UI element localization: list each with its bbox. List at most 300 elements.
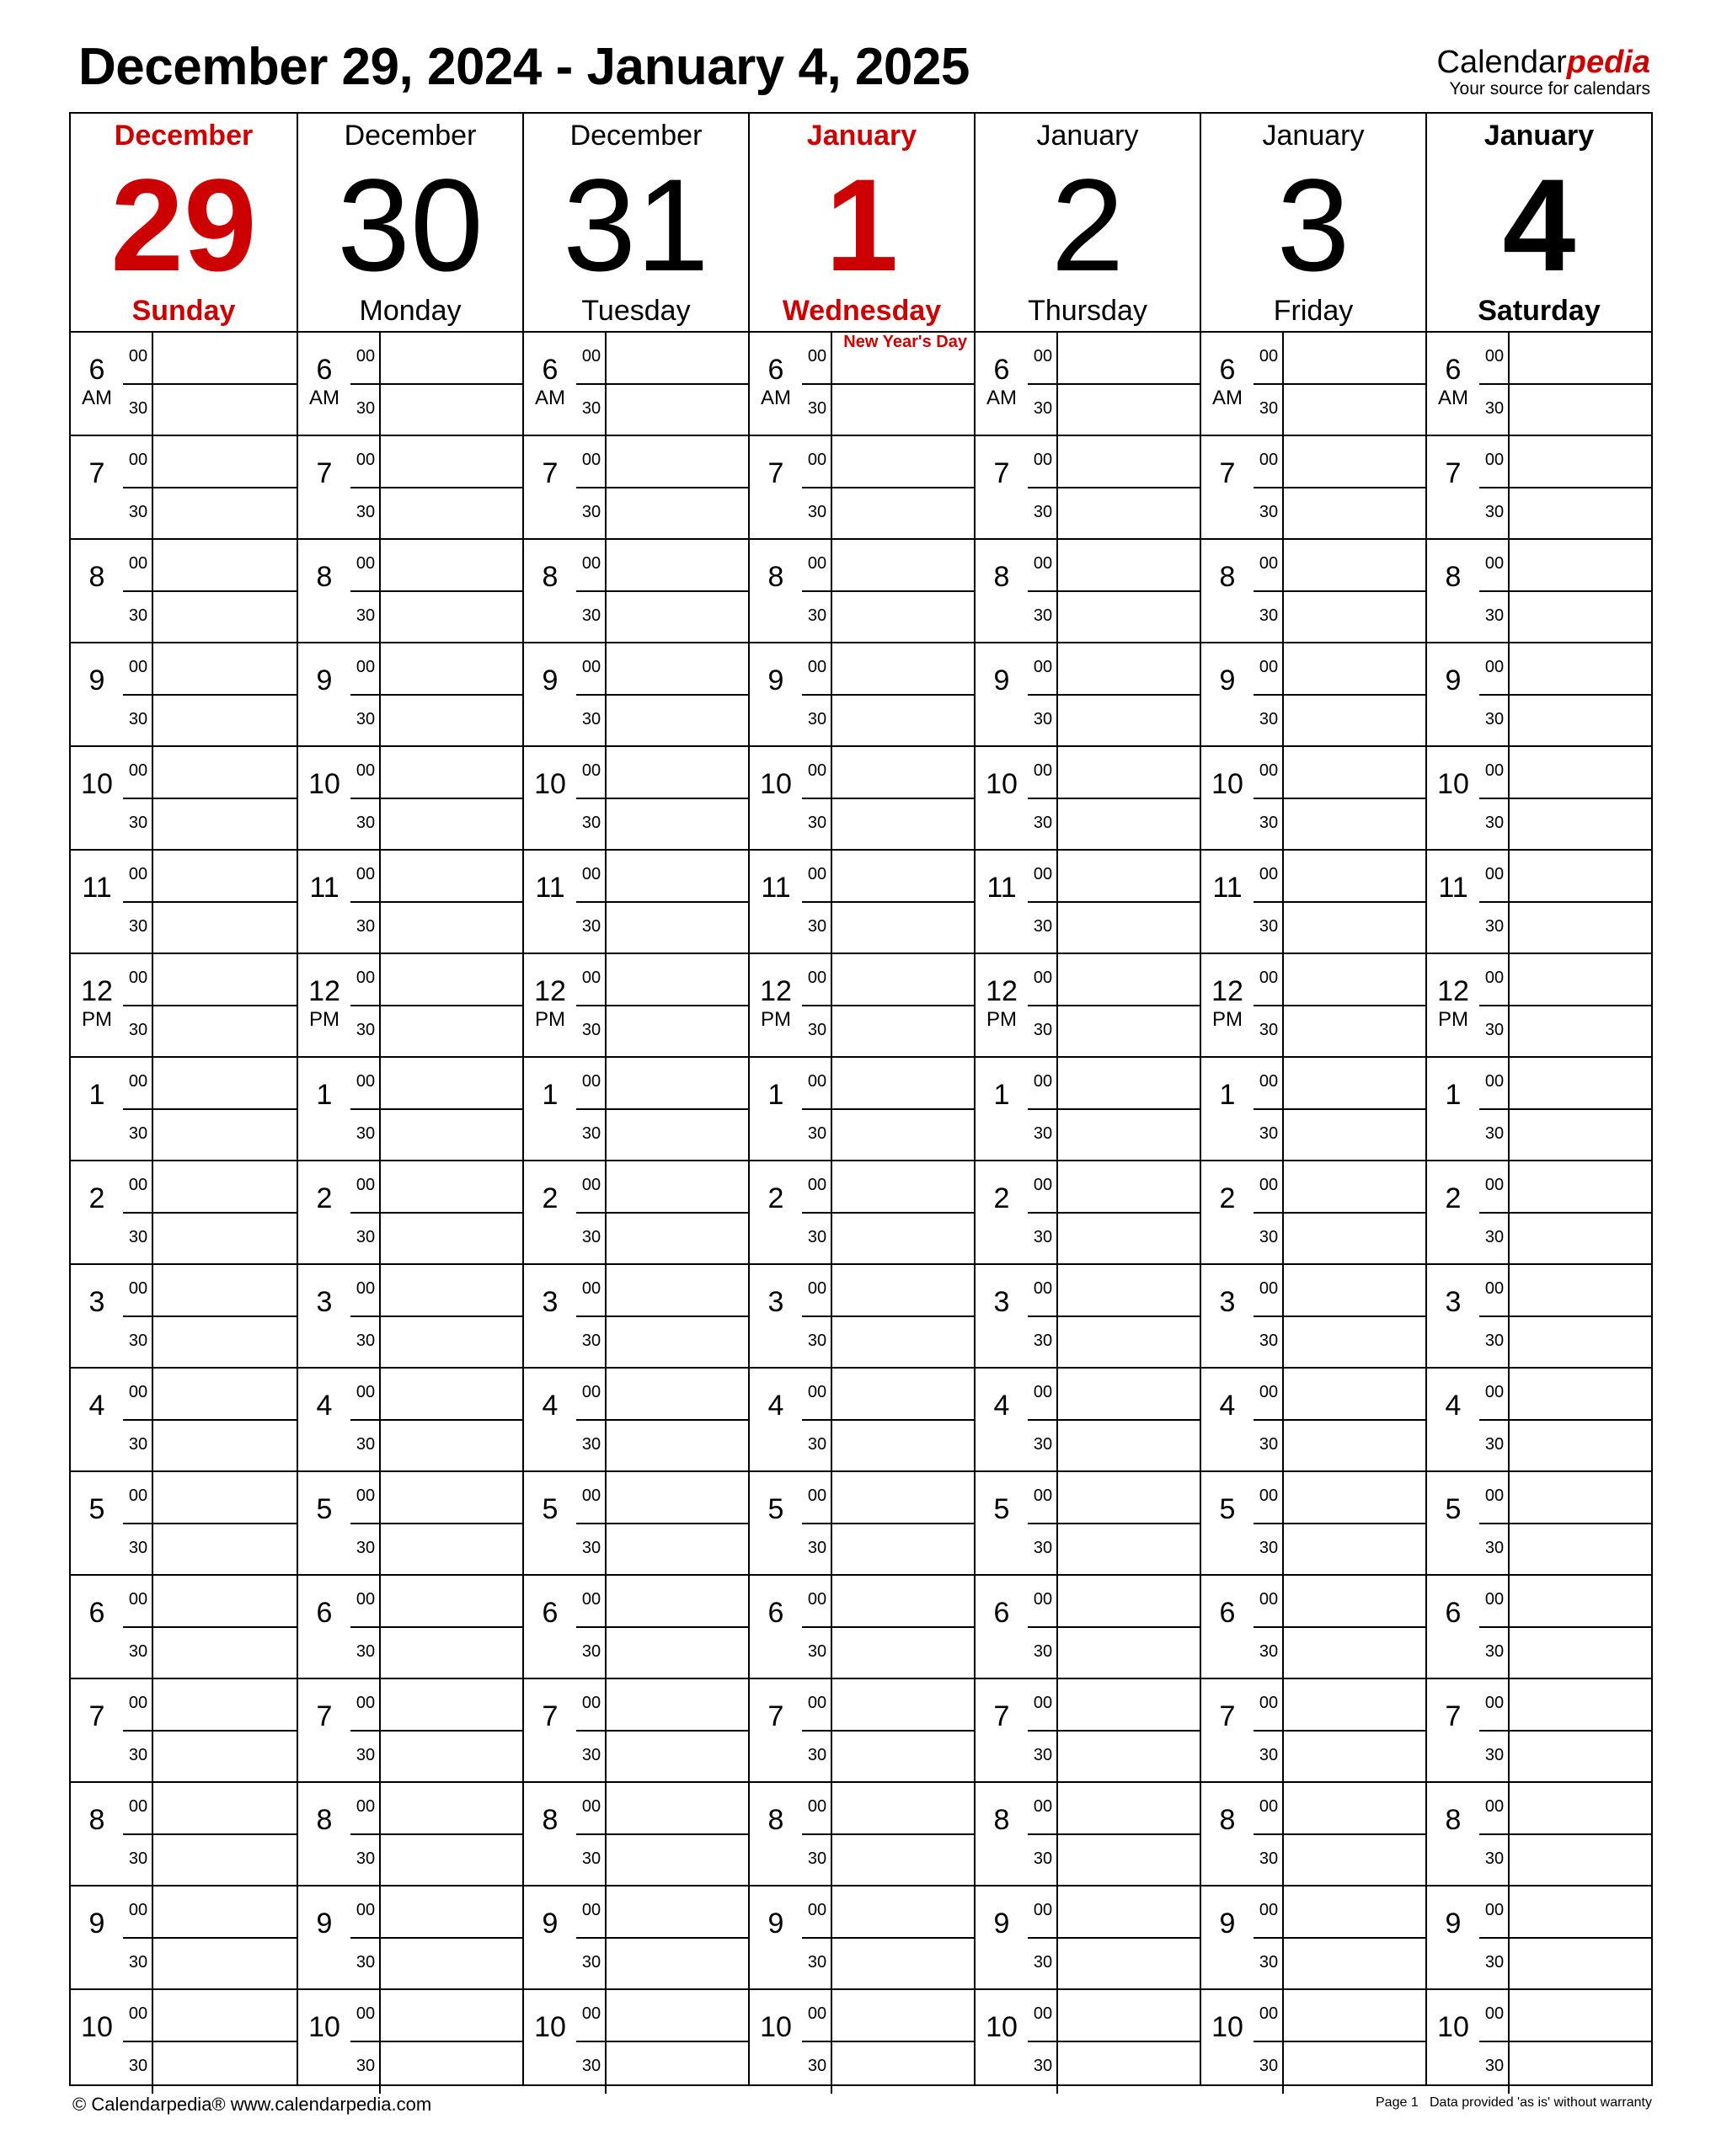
hour-slot[interactable] xyxy=(750,747,974,851)
half-hour-tick xyxy=(350,1315,379,1317)
minute-00-label: 00 xyxy=(1484,1072,1505,1091)
hour-slot[interactable] xyxy=(524,643,748,747)
minute-30-label: 30 xyxy=(581,1849,601,1868)
half-hour-tick xyxy=(576,1315,605,1317)
hour-slot[interactable] xyxy=(1427,954,1651,1058)
hour-label: 11 xyxy=(761,872,791,904)
minute-30-label: 30 xyxy=(1259,1642,1279,1661)
half-hour-tick xyxy=(350,1108,379,1110)
hour-slot[interactable] xyxy=(524,1472,748,1576)
hour-slot[interactable] xyxy=(976,1679,1200,1783)
hour-slot[interactable] xyxy=(298,851,522,954)
minute-30-label: 30 xyxy=(581,606,601,625)
hour-slot[interactable] xyxy=(298,747,522,851)
minute-30-label: 30 xyxy=(1259,606,1279,625)
half-hour-tick xyxy=(802,901,831,903)
hour-label: 6 xyxy=(767,1597,784,1629)
minute-00-label: 00 xyxy=(128,865,148,883)
minute-30-label: 30 xyxy=(355,1539,376,1557)
hour-slot[interactable] xyxy=(1427,1990,1651,2094)
hour-slot[interactable] xyxy=(976,1161,1200,1265)
half-hour-line xyxy=(379,1523,522,1524)
half-hour-line xyxy=(1508,1419,1651,1421)
brand-logo[interactable] xyxy=(1437,45,1650,99)
hour-slot[interactable] xyxy=(71,540,297,643)
half-hour-tick xyxy=(802,1937,831,1939)
hour-slot[interactable] xyxy=(750,1990,974,2094)
minute-00-label: 00 xyxy=(1259,761,1279,780)
hour-slot[interactable] xyxy=(1201,1472,1425,1576)
half-hour-tick xyxy=(1479,590,1508,592)
minute-00-label: 00 xyxy=(1033,1279,1053,1298)
hour-slot[interactable] xyxy=(71,1161,297,1265)
half-hour-line xyxy=(152,1419,297,1421)
hour-slot[interactable] xyxy=(524,436,748,540)
half-hour-line xyxy=(1282,1315,1425,1317)
hour-label: 3 xyxy=(1445,1286,1462,1318)
half-hour-tick xyxy=(1028,1212,1056,1214)
minute-30-label: 30 xyxy=(1033,503,1053,521)
half-hour-line xyxy=(152,1523,297,1524)
hour-label: 9 xyxy=(88,1908,105,1940)
hour-slot[interactable] xyxy=(298,1783,522,1886)
half-hour-tick xyxy=(1254,2041,1282,2042)
half-hour-tick xyxy=(1254,901,1282,903)
minute-30-label: 30 xyxy=(581,1435,601,1454)
half-hour-line xyxy=(1508,901,1651,903)
hour-slot[interactable] xyxy=(298,540,522,643)
hour-label: 8 xyxy=(88,561,105,593)
half-hour-tick xyxy=(350,1419,379,1421)
hour-slot[interactable] xyxy=(1201,1058,1425,1161)
half-hour-tick xyxy=(802,1212,831,1214)
hour-label: 6 xyxy=(316,354,333,386)
half-hour-tick xyxy=(802,487,831,488)
half-hour-tick xyxy=(1028,1419,1056,1421)
hour-slot[interactable] xyxy=(71,643,297,747)
hour-slot[interactable] xyxy=(750,954,974,1058)
minute-00-label: 00 xyxy=(355,1176,376,1194)
hour-label: 9 xyxy=(316,664,333,696)
hour-slot[interactable] xyxy=(71,1886,297,1990)
day-weekday: Monday xyxy=(359,295,462,327)
hour-slot[interactable] xyxy=(750,1576,974,1679)
minute-30-label: 30 xyxy=(807,1746,827,1764)
minute-00-label: 00 xyxy=(128,2004,148,2023)
hour-slot[interactable] xyxy=(1427,333,1651,436)
half-hour-tick xyxy=(576,1833,605,1835)
hour-slot[interactable] xyxy=(976,1472,1200,1576)
minute-30-label: 30 xyxy=(1259,1021,1279,1039)
hour-slot[interactable] xyxy=(298,1472,522,1576)
hour-slot[interactable] xyxy=(976,1265,1200,1369)
hour-slot[interactable] xyxy=(1201,333,1425,436)
hour-label: 12 xyxy=(308,975,340,1007)
half-hour-line xyxy=(1508,1937,1651,1939)
day-weekday: Saturday xyxy=(1478,295,1601,327)
hour-slot[interactable] xyxy=(298,954,522,1058)
hour-label: 3 xyxy=(1219,1286,1236,1318)
half-hour-tick xyxy=(350,694,379,696)
hour-slot[interactable] xyxy=(750,540,974,643)
minute-30-label: 30 xyxy=(128,1849,148,1868)
hour-label: 6 xyxy=(542,1597,559,1629)
hour-slot[interactable] xyxy=(976,1886,1200,1990)
hour-slot[interactable] xyxy=(1201,1886,1425,1990)
minute-30-label: 30 xyxy=(1484,1849,1505,1868)
day-column xyxy=(974,114,1200,2084)
minute-30-label: 30 xyxy=(128,1124,148,1143)
hour-label: 4 xyxy=(542,1390,559,1422)
day-month: January xyxy=(806,120,917,152)
hour-label: 11 xyxy=(309,872,339,904)
day-header xyxy=(1201,114,1425,333)
hour-slot[interactable] xyxy=(524,1990,748,2094)
hour-slot[interactable] xyxy=(1427,1161,1651,1265)
hour-slot[interactable] xyxy=(976,643,1200,747)
hour-slot[interactable] xyxy=(298,1886,522,1990)
hour-label: 12 xyxy=(760,975,792,1007)
hour-slot[interactable] xyxy=(524,1576,748,1679)
half-hour-line xyxy=(831,1626,974,1628)
minute-00-label: 00 xyxy=(1259,1486,1279,1505)
hour-slot[interactable] xyxy=(71,1576,297,1679)
hour-slot[interactable] xyxy=(750,1058,974,1161)
hour-slot[interactable] xyxy=(298,1058,522,1161)
hour-label: 2 xyxy=(767,1182,784,1214)
minute-30-label: 30 xyxy=(128,1435,148,1454)
ampm-label: AM xyxy=(1212,387,1243,409)
minute-00-label: 00 xyxy=(1033,451,1053,469)
hour-slot[interactable] xyxy=(976,540,1200,643)
hour-slot[interactable] xyxy=(976,954,1200,1058)
minute-00-label: 00 xyxy=(581,1383,601,1401)
minute-30-label: 30 xyxy=(1033,1021,1053,1039)
half-hour-tick xyxy=(350,383,379,385)
hour-slot[interactable] xyxy=(298,1576,522,1679)
half-hour-tick xyxy=(1479,1108,1508,1110)
hour-slot[interactable] xyxy=(298,1990,522,2094)
hour-slot[interactable] xyxy=(1201,851,1425,954)
minute-00-label: 00 xyxy=(1033,1486,1053,1505)
hour-label: 10 xyxy=(534,2011,566,2043)
minute-30-label: 30 xyxy=(1033,1746,1053,1764)
hour-label: 12 xyxy=(1211,975,1243,1007)
minute-30-label: 30 xyxy=(581,1539,601,1557)
hour-slot[interactable] xyxy=(298,1161,522,1265)
half-hour-line xyxy=(379,2041,522,2042)
hour-slot[interactable] xyxy=(1201,643,1425,747)
minute-00-label: 00 xyxy=(581,1072,601,1091)
hour-slot[interactable] xyxy=(976,1058,1200,1161)
hour-slot[interactable] xyxy=(71,1990,297,2094)
footer-copyright: © Calendarpedia® www.calendarpedia.com xyxy=(72,2094,432,2115)
half-hour-tick xyxy=(576,1108,605,1110)
hour-slot[interactable] xyxy=(298,1369,522,1472)
hour-label: 2 xyxy=(1445,1182,1462,1214)
minute-30-label: 30 xyxy=(807,1435,827,1454)
half-hour-tick xyxy=(123,1108,152,1110)
half-hour-tick xyxy=(576,798,605,799)
ampm-label: PM xyxy=(761,1008,791,1031)
half-hour-line xyxy=(1056,1005,1200,1006)
minute-00-label: 00 xyxy=(355,1797,376,1816)
minute-30-label: 30 xyxy=(581,814,601,832)
half-hour-line xyxy=(379,1315,522,1317)
ampm-label: AM xyxy=(309,387,339,409)
ampm-label: PM xyxy=(535,1008,565,1031)
hour-slot[interactable] xyxy=(298,1265,522,1369)
minute-30-label: 30 xyxy=(1259,2057,1279,2075)
hour-slot[interactable] xyxy=(71,954,297,1058)
hour-slot[interactable] xyxy=(750,1783,974,1886)
minute-00-label: 00 xyxy=(807,1176,827,1194)
half-hour-tick xyxy=(1479,1730,1508,1732)
hour-slot[interactable] xyxy=(524,1058,748,1161)
hour-slot[interactable] xyxy=(298,436,522,540)
hour-slot[interactable] xyxy=(976,436,1200,540)
hour-slot[interactable] xyxy=(1201,1265,1425,1369)
hour-label: 7 xyxy=(542,457,559,489)
hour-slot[interactable] xyxy=(524,1679,748,1783)
day-header xyxy=(71,114,297,333)
hour-slot[interactable] xyxy=(524,1369,748,1472)
hour-slot[interactable] xyxy=(976,1990,1200,2094)
hour-slot[interactable] xyxy=(1427,1265,1651,1369)
ampm-label: AM xyxy=(82,387,112,409)
half-hour-tick xyxy=(576,1730,605,1732)
hour-slot[interactable] xyxy=(71,1783,297,1886)
half-hour-line xyxy=(1282,1419,1425,1421)
hour-slot[interactable] xyxy=(1427,540,1651,643)
day-header xyxy=(976,114,1200,333)
half-hour-tick xyxy=(1254,1419,1282,1421)
hour-slot[interactable] xyxy=(71,1679,297,1783)
half-hour-tick xyxy=(1028,694,1056,696)
minute-00-label: 00 xyxy=(1484,451,1505,469)
half-hour-tick xyxy=(350,1833,379,1835)
hour-slot[interactable] xyxy=(750,436,974,540)
minute-00-label: 00 xyxy=(1033,554,1053,573)
half-hour-line xyxy=(379,1730,522,1732)
hour-slot[interactable] xyxy=(976,333,1200,436)
hour-slot[interactable] xyxy=(71,1265,297,1369)
hour-label: 5 xyxy=(316,1493,333,1525)
minute-30-label: 30 xyxy=(128,814,148,832)
hour-slot[interactable] xyxy=(976,747,1200,851)
hour-label: 6 xyxy=(993,354,1010,386)
hour-slot[interactable] xyxy=(750,1679,974,1783)
week-calendar-grid xyxy=(69,112,1653,2086)
minute-00-label: 00 xyxy=(1484,658,1505,676)
hour-slot[interactable] xyxy=(71,1472,297,1576)
hour-label: 6 xyxy=(1445,354,1462,386)
day-number: 3 xyxy=(1276,152,1350,299)
hour-slot[interactable] xyxy=(1427,1058,1651,1161)
half-hour-line xyxy=(605,1108,748,1110)
hour-slot[interactable] xyxy=(1427,1886,1651,1990)
hour-slot[interactable] xyxy=(71,851,297,954)
hour-slot[interactable] xyxy=(1201,1990,1425,2094)
minute-30-label: 30 xyxy=(128,606,148,625)
hour-slot[interactable] xyxy=(1201,1161,1425,1265)
hour-slot[interactable] xyxy=(71,747,297,851)
hour-slot[interactable] xyxy=(1201,436,1425,540)
minute-00-label: 00 xyxy=(807,347,827,366)
half-hour-line xyxy=(1282,1626,1425,1628)
hour-slot[interactable] xyxy=(1201,1783,1425,1886)
minute-00-label: 00 xyxy=(128,1486,148,1505)
hour-slot[interactable] xyxy=(1427,1576,1651,1679)
hour-slot[interactable] xyxy=(976,851,1200,954)
hour-slot[interactable] xyxy=(1201,540,1425,643)
hour-label: 10 xyxy=(1437,2011,1469,2043)
half-hour-line xyxy=(1056,694,1200,696)
half-hour-line xyxy=(1056,1419,1200,1421)
hour-slot[interactable] xyxy=(71,436,297,540)
hour-slot[interactable] xyxy=(750,1369,974,1472)
half-hour-line xyxy=(1282,383,1425,385)
hour-label: 5 xyxy=(88,1493,105,1525)
half-hour-tick xyxy=(576,1419,605,1421)
minute-30-label: 30 xyxy=(1033,1849,1053,1868)
minute-00-label: 00 xyxy=(355,1590,376,1609)
hour-slot[interactable] xyxy=(976,1783,1200,1886)
hour-slot[interactable] xyxy=(750,1265,974,1369)
half-hour-tick xyxy=(1028,2041,1056,2042)
hour-slot[interactable] xyxy=(1427,1472,1651,1576)
hour-slot[interactable] xyxy=(1427,436,1651,540)
hour-slot[interactable] xyxy=(524,540,748,643)
hour-slot[interactable] xyxy=(1201,747,1425,851)
half-hour-line xyxy=(605,2041,748,2042)
ampm-label: PM xyxy=(1212,1008,1243,1031)
hour-label: 2 xyxy=(1219,1182,1236,1214)
hour-slot[interactable] xyxy=(1427,747,1651,851)
hour-slot[interactable] xyxy=(1201,1576,1425,1679)
minute-00-label: 00 xyxy=(128,554,148,573)
minute-00-label: 00 xyxy=(807,761,827,780)
minute-00-label: 00 xyxy=(128,658,148,676)
half-hour-line xyxy=(1508,383,1651,385)
day-column xyxy=(297,114,522,2084)
half-hour-line xyxy=(605,1833,748,1835)
hour-slot[interactable] xyxy=(1427,1369,1651,1472)
hour-slot[interactable] xyxy=(298,643,522,747)
hour-slot[interactable] xyxy=(524,1161,748,1265)
hour-slot[interactable] xyxy=(71,333,297,436)
hour-slot[interactable] xyxy=(1427,1783,1651,1886)
hour-slot[interactable] xyxy=(750,1886,974,1990)
half-hour-line xyxy=(831,901,974,903)
hour-slot[interactable] xyxy=(524,747,748,851)
minute-00-label: 00 xyxy=(807,1694,827,1712)
half-hour-tick xyxy=(576,383,605,385)
minute-30-label: 30 xyxy=(355,1021,376,1039)
minute-30-label: 30 xyxy=(128,2057,148,2075)
half-hour-tick xyxy=(1479,1212,1508,1214)
hour-slot[interactable] xyxy=(750,851,974,954)
hour-label: 3 xyxy=(542,1286,559,1318)
minute-00-label: 00 xyxy=(355,2004,376,2023)
ampm-label: AM xyxy=(535,387,565,409)
hour-slot[interactable] xyxy=(524,333,748,436)
half-hour-line xyxy=(379,1005,522,1006)
day-number: 1 xyxy=(825,152,899,299)
minute-30-label: 30 xyxy=(1033,1642,1053,1661)
hour-slot[interactable] xyxy=(976,1369,1200,1472)
hour-slot[interactable] xyxy=(524,1886,748,1990)
minute-30-label: 30 xyxy=(581,1228,601,1246)
ampm-label: PM xyxy=(986,1008,1017,1031)
half-hour-line xyxy=(152,1626,297,1628)
minute-30-label: 30 xyxy=(581,399,601,418)
hour-slot[interactable] xyxy=(1201,954,1425,1058)
half-hour-line xyxy=(1282,1833,1425,1835)
half-hour-line xyxy=(379,383,522,385)
ampm-label: PM xyxy=(82,1008,112,1031)
half-hour-tick xyxy=(576,1937,605,1939)
half-hour-tick xyxy=(123,383,152,385)
minute-30-label: 30 xyxy=(1484,1021,1505,1039)
half-hour-tick xyxy=(802,798,831,799)
half-hour-line xyxy=(1508,1833,1651,1835)
half-hour-line xyxy=(605,694,748,696)
hour-slot[interactable] xyxy=(524,1783,748,1886)
minute-00-label: 00 xyxy=(1259,2004,1279,2023)
hour-slot[interactable] xyxy=(1427,1679,1651,1783)
hour-slot[interactable] xyxy=(71,1058,297,1161)
minute-00-label: 00 xyxy=(1484,2004,1505,2023)
hour-slot[interactable] xyxy=(298,333,522,436)
hour-slot[interactable] xyxy=(976,1576,1200,1679)
minute-00-label: 00 xyxy=(1033,1072,1053,1091)
half-hour-line xyxy=(379,901,522,903)
minute-30-label: 30 xyxy=(807,2057,827,2075)
hour-slot[interactable] xyxy=(524,954,748,1058)
hour-label: 7 xyxy=(1219,1700,1236,1732)
hour-label: 9 xyxy=(1219,1908,1236,1940)
hour-slot[interactable] xyxy=(1201,1369,1425,1472)
half-hour-line xyxy=(152,1212,297,1214)
half-hour-tick xyxy=(802,383,831,385)
minute-00-label: 00 xyxy=(128,451,148,469)
minute-30-label: 30 xyxy=(807,1331,827,1350)
hour-slot[interactable] xyxy=(524,851,748,954)
hour-slot[interactable] xyxy=(71,1369,297,1472)
hour-slot[interactable] xyxy=(750,1161,974,1265)
hour-label: 2 xyxy=(542,1182,559,1214)
hour-slot[interactable] xyxy=(298,1679,522,1783)
day-column xyxy=(522,114,748,2084)
hour-slot[interactable] xyxy=(1427,851,1651,954)
hour-slot[interactable] xyxy=(524,1265,748,1369)
hour-label: 6 xyxy=(767,354,784,386)
hour-slot[interactable] xyxy=(1201,1679,1425,1783)
hour-label: 2 xyxy=(316,1182,333,1214)
hour-slot[interactable] xyxy=(750,1472,974,1576)
half-hour-tick xyxy=(1254,798,1282,799)
minute-00-label: 00 xyxy=(1033,1901,1053,1919)
half-hour-line xyxy=(1508,1523,1651,1524)
half-hour-tick xyxy=(1479,1315,1508,1317)
hour-label: 4 xyxy=(1219,1390,1236,1422)
minute-30-label: 30 xyxy=(1484,1331,1505,1350)
hour-slot[interactable] xyxy=(1427,643,1651,747)
half-hour-tick xyxy=(1028,1833,1056,1835)
hour-slot[interactable] xyxy=(750,643,974,747)
half-hour-tick xyxy=(576,1626,605,1628)
